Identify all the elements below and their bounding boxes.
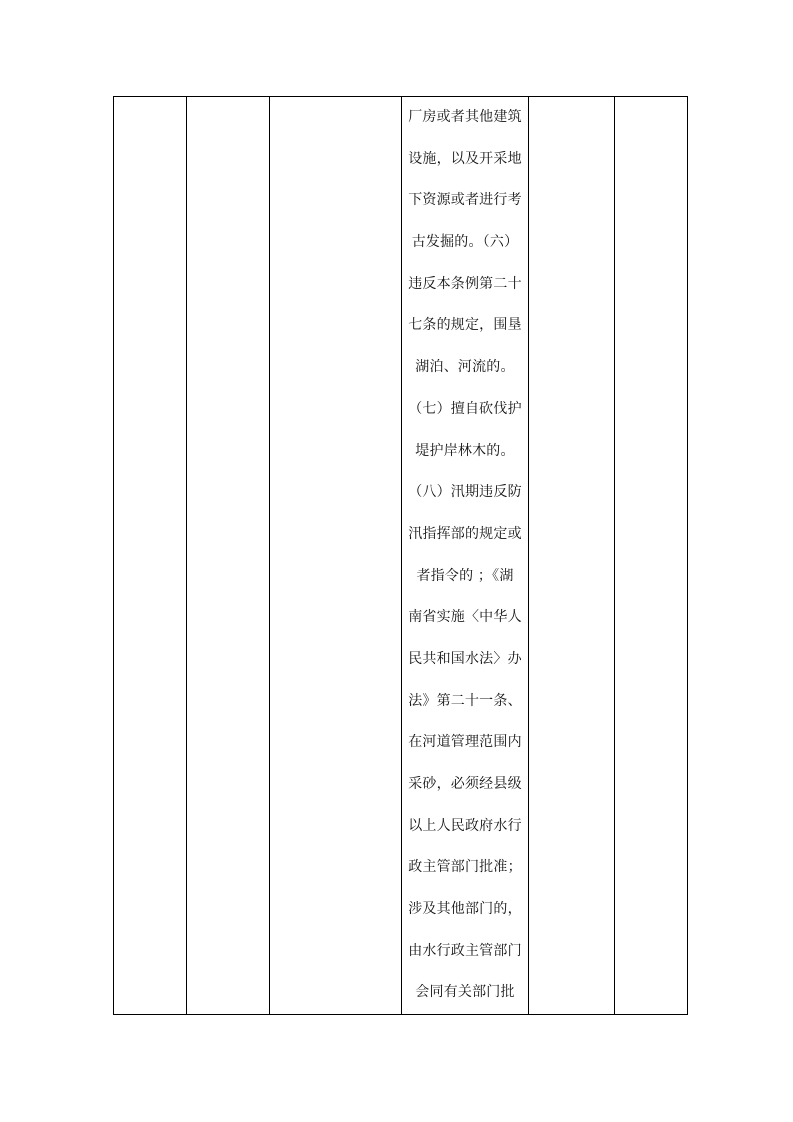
- content-line: 以上人民政府水行: [408, 817, 522, 834]
- content-line: 下资源或者进行考: [408, 192, 522, 209]
- content-line: 法》第二十一条、: [408, 692, 522, 709]
- table-cell-3: [270, 97, 402, 1015]
- table-row: [114, 97, 688, 1015]
- content-line: 堤护岸林木的。: [415, 442, 515, 459]
- table-cell-1: [114, 97, 187, 1015]
- content-line: 会同有关部门批: [415, 984, 515, 1001]
- content-line: 采砂，必须经县级: [408, 776, 522, 792]
- content-line: 政主管部门批准；: [408, 859, 522, 876]
- content-line: （七）擅自砍伐护: [408, 400, 522, 417]
- content-line: 涉及其他部门的，: [408, 901, 522, 918]
- content-line: 民共和国水法〉办: [408, 650, 522, 667]
- document-table: [113, 96, 688, 1015]
- table-cell-2: [187, 97, 270, 1015]
- content-line: 者指令的 ；《湖: [416, 567, 514, 584]
- content-line: 湖泊、河流的。: [415, 359, 515, 376]
- content-line: 汛指挥部的规定或: [408, 525, 522, 542]
- table-cell-5: [529, 97, 615, 1015]
- content-line: 设施，以及开采地: [408, 150, 522, 167]
- content-line: 南省实施〈中华人: [408, 609, 522, 626]
- table-cell-6: [615, 97, 688, 1015]
- content-line: 在河道管理范围内: [408, 734, 522, 751]
- content-line: 由水行政主管部门: [408, 942, 522, 959]
- content-line: 七条的规定，围垦: [408, 317, 522, 334]
- content-line: （八）汛期违反防: [408, 484, 522, 501]
- content-line: 古发掘的。（六）: [411, 234, 519, 251]
- content-line: 厂房或者其他建筑: [408, 109, 522, 125]
- content-line: 违反本条例第二十: [408, 275, 522, 292]
- table-cell-content: [402, 97, 529, 1015]
